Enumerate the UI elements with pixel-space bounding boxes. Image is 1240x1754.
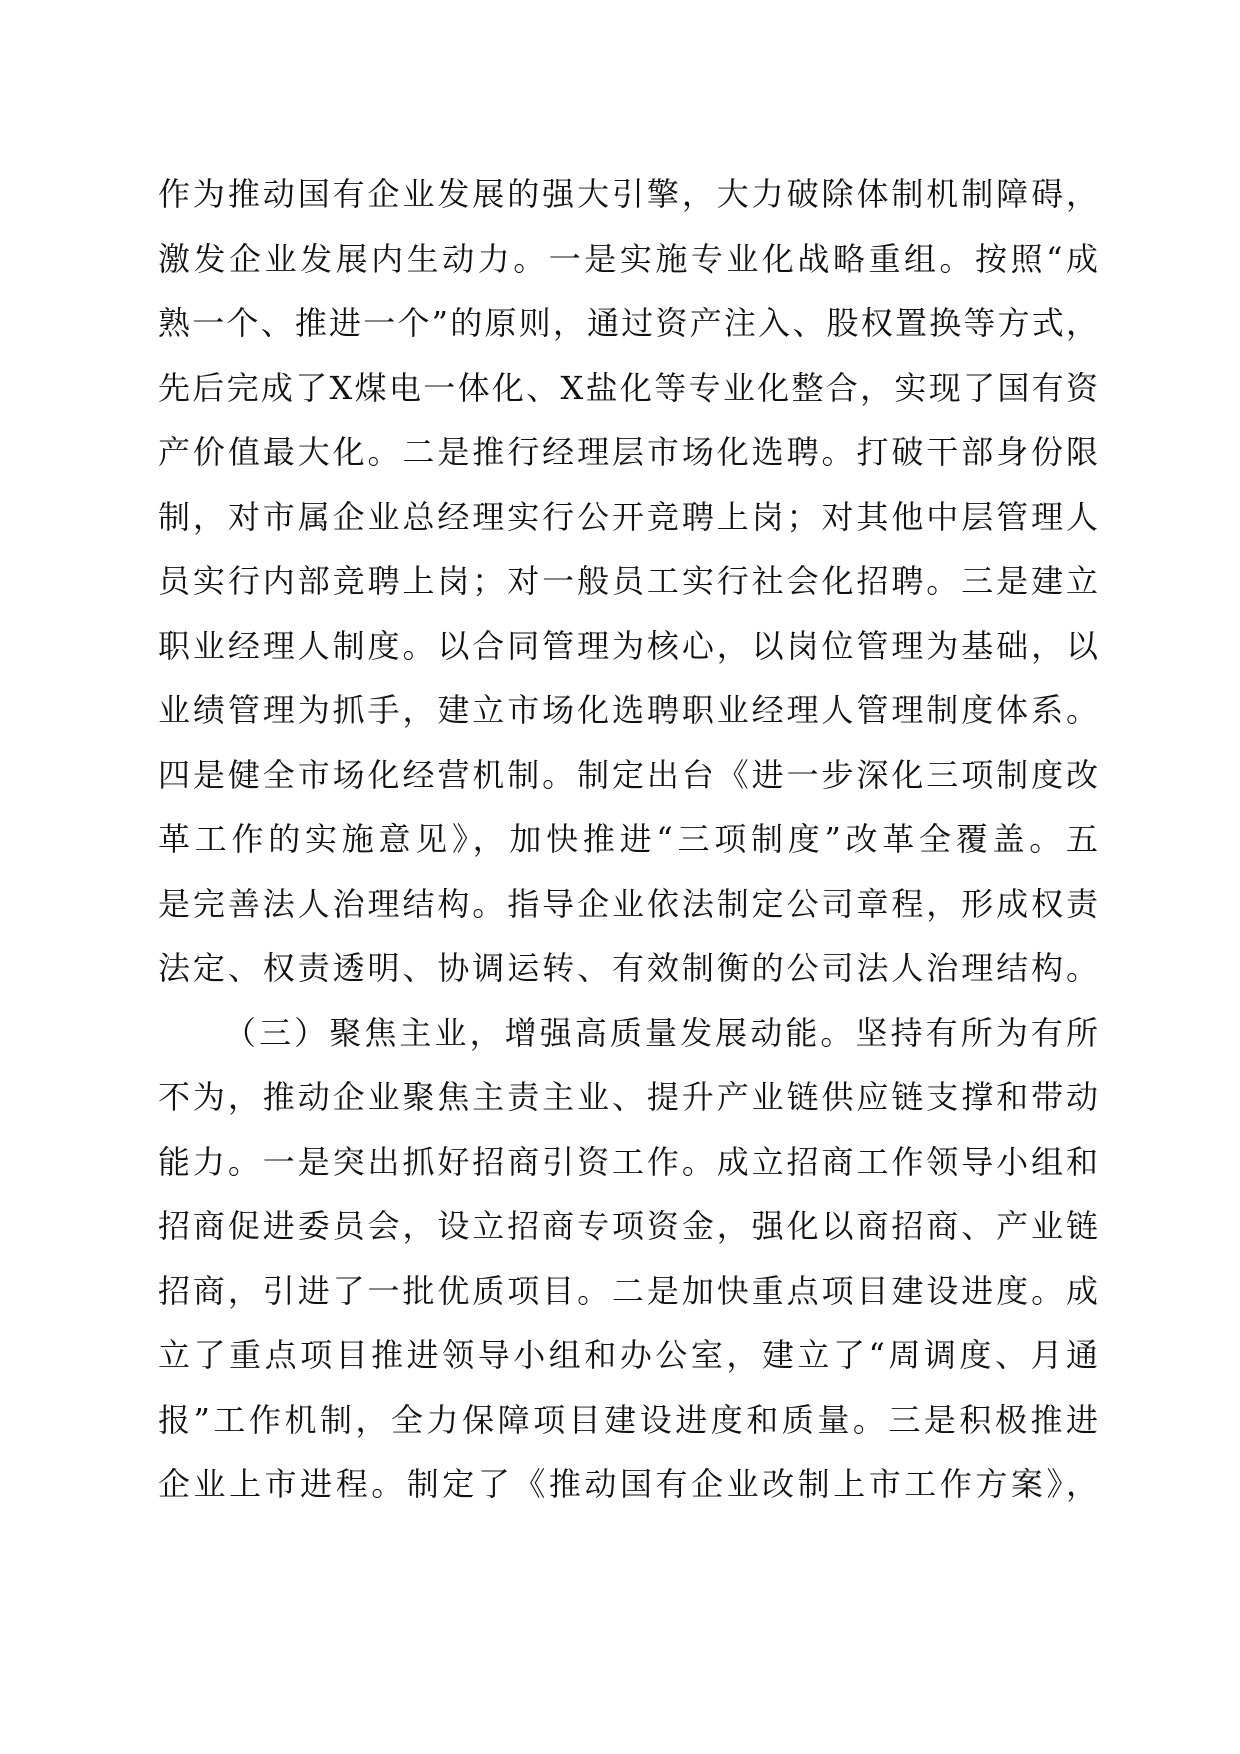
text-line: 激发企业发展内生动力。一是实施专业化战略重组。按照“成 xyxy=(158,239,1098,278)
text-line: 产价值最大化。二是推行经理层市场化选聘。打破干部身份限 xyxy=(158,433,1098,471)
text-line: 是完善法人治理结构。指导企业依法制定公司章程，形成权责 xyxy=(158,884,1098,923)
text-line: 招商促进委员会，设立招商专项资金，强化以商招商、产业链 xyxy=(158,1207,1098,1245)
text-line: 招商，引进了一批优质项目。二是加快重点项目建设进度。成 xyxy=(158,1271,1098,1310)
text-line: 能力。一是突出抓好招商引资工作。成立招商工作领导小组和 xyxy=(158,1142,1098,1181)
text-line: 先后完成了X煤电一体化、X盐化等专业化整合，实现了国有资 xyxy=(158,368,1098,407)
text-line: 革工作的实施意见》，加快推进“三项制度”改革全覆盖。五 xyxy=(158,820,1098,858)
text-line: 职业经理人制度。以合同管理为核心，以岗位管理为基础，以 xyxy=(158,626,1098,665)
text-line: 员实行内部竞聘上岗；对一般员工实行社会化招聘。三是建立 xyxy=(158,562,1098,600)
text-line: 作为推动国有企业发展的强大引擎，大力破除体制机制障碍， xyxy=(158,175,1098,213)
body-text xyxy=(158,162,1098,1517)
text-line: 企业上市进程。制定了《推动国有企业改制上市工作方案》， xyxy=(158,1465,1098,1503)
text-line: 四是健全市场化经营机制。制定出台《进一步深化三项制度改 xyxy=(158,755,1098,794)
text-line: 熟一个、推进一个”的原则，通过资产注入、股权置换等方式， xyxy=(158,304,1098,342)
text-line: 不为，推动企业聚焦主责主业、提升产业链供应链支撑和带动 xyxy=(158,1078,1098,1116)
section-heading-line: （三）聚焦主业，增强高质量发展动能。坚持有所为有所 xyxy=(224,1013,1098,1052)
text-line: 立了重点项目推进领导小组和办公室，建立了“周调度、月通 xyxy=(158,1336,1098,1374)
text-line: 制，对市属企业总经理实行公开竞聘上岗；对其他中层管理人 xyxy=(158,497,1098,536)
text-line: 法定、权责透明、协调运转、有效制衡的公司法人治理结构。 xyxy=(158,949,1098,987)
text-line: 报”工作机制，全力保障项目建设进度和质量。三是积极推进 xyxy=(158,1400,1098,1439)
text-line: 业绩管理为抓手，建立市场化选聘职业经理人管理制度体系。 xyxy=(158,691,1098,729)
